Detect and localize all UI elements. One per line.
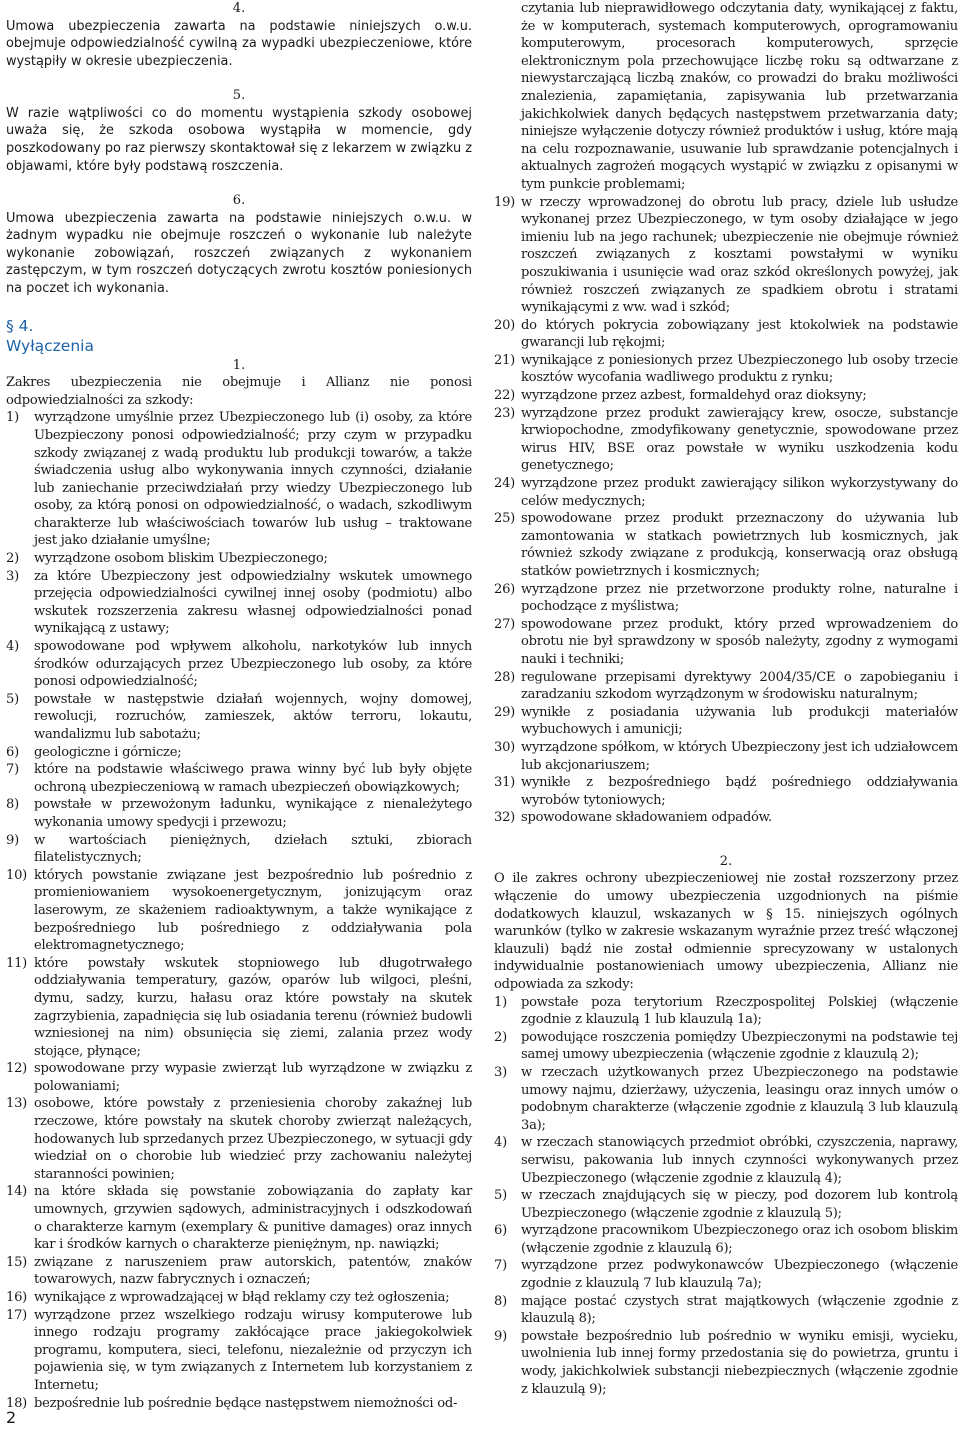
section-title: Wyłączenia [6, 336, 94, 355]
list-item-label: 5) [6, 691, 19, 707]
list-item [494, 405, 958, 475]
list-item-text: za które Ubezpieczony jest odpowiedzialny wskutek umownego przejęcia odpowiedzialności cywilnej innej osoby (podmiotu) albo wskutek rozszerzenia zakresu własnej odpowiedzialności ponad wynikającą z ustawy; [34, 568, 472, 637]
list-item-text: regulowane przepisami dyrektywy 2004/35/CE o zapobieganiu i zaradzaniu szkodom wyrządzonym w środowisku naturalnym; [521, 669, 958, 703]
list-item-label: 6) [6, 744, 19, 760]
list-item-text: na które składa się powstanie zobowiązania do zapłaty kar umownych, grzywien sądowych, administracyjnych i odszkodowań o charakterze karnym (exemplary & punitive damages) oraz innych kar i środków karnych o charakterze pieniężnym, np. nawiązki; [34, 1184, 472, 1253]
list-item-label: 28) [494, 669, 516, 685]
list-item-text: wyrządzone przez azbest, formaldehyd oraz dioksyny; [521, 388, 867, 404]
list-item [6, 691, 472, 744]
right-column [494, 0, 958, 1398]
list-item-text: których powstanie związane jest bezpośrednio lub pośrednio z promieniowaniem wysokoenergetycznym, jonizującym oraz laserowym, ze skażeniem radioaktywnym, a także wynikające z bezpośredniego lub pośredniego z oddziaływania pola elektromagnetycznego; [34, 867, 472, 954]
list-item-label: 9) [6, 832, 19, 848]
list-item-text: spowodowane składowaniem odpadów. [521, 810, 772, 826]
continued-item [494, 0, 958, 194]
list-item-label: 9) [494, 1328, 507, 1344]
list-item [6, 761, 472, 796]
list-item [6, 638, 472, 691]
list-item-text: bezpośrednie lub pośrednie będące następstwem niemożności od- [34, 1395, 458, 1411]
paragraph-1-intro: Zakres ubezpieczenia nie obejmuje i Allianz nie ponosi odpowiedzialności za szkody: [6, 375, 472, 408]
list-item-label: 29) [494, 704, 516, 720]
list-item [494, 317, 958, 352]
list-item-text: wynikłe z posiadania używania lub produkcji materiałów wybuchowych i amunicji; [521, 704, 958, 738]
list-item-text: w wartościach pieniężnych, dziełach sztuki, zbiorach filatelistycznych; [34, 832, 472, 866]
list-item-label: 31) [494, 775, 516, 791]
list-item [494, 581, 958, 616]
paragraph-2-intro: O ile zakres ochrony ubezpieczeniowej nie został rozszerzony przez włączenie do umowy ubezpieczenia uzgodnionych na piśmie dodatkowych klauzul, wskazanych w § 15. niniejszych ogólnych warunków (tylko w zakresie wskazanym wyraźnie przez treść włączonej klauzuli) bądź nie został odmiennie sprecyzowany w ustalonych indywidualnie postanowieniach umowy ubezpieczenia, Allianz nie odpowiada za szkody: [494, 871, 958, 992]
list-item [6, 550, 472, 568]
list-item-text: geologiczne i górnicze; [34, 744, 182, 760]
exclusions-list-continued [494, 194, 958, 827]
list-item-label: 4) [6, 639, 19, 655]
list-item-label: 20) [494, 317, 516, 333]
list-item [494, 1134, 958, 1187]
paragraph-6-text: Umowa ubezpieczenia zawarta na podstawie niniejszych o.w.u. w żadnym wypadku nie obejmuje roszczeń o wykonanie lub należyte wykonanie zobowiązań, roszczeń związanych z wykonaniem zastępczym, w tym roszczeń dotyczących zwrotu kosztów poniesionych na poczet ich wykonania. [6, 210, 472, 297]
list-item-label: 2) [6, 551, 19, 567]
page-number: 2 [6, 1408, 17, 1427]
list-item [6, 796, 472, 831]
list-item [494, 1293, 958, 1328]
paragraph-number-6: 6. [232, 193, 246, 209]
list-item-text: w rzeczach użytkowanych przez Ubezpieczonego na podstawie umowy najmu, dzierżawy, użyczenia, leasingu oraz innych umów o podobnym charakterze (włączenie zgodnie z klauzulą 3 lub klauzulą 3a); [521, 1064, 958, 1133]
list-item-text: które powstały wskutek stopniowego lub długotrwałego oddziaływania temperatury, gazów, oparów lub wilgoci, pleśni, dymu, sadzy, kurzu, hałasu oraz które powstały na skutek zagrzybienia, zapadnięcia się lub osiadania terenu (również budowli wzniesionej na nim) obsunięcia się ziemi, zalania przez wody stojące, płynące; [34, 955, 472, 1059]
list-item-label: 19) [494, 194, 516, 210]
list-item [494, 616, 958, 669]
list-item-text: wynikające z wprowadzającej w błąd reklamy czy też ogłoszenia; [34, 1290, 450, 1305]
list-item-label: 1) [6, 410, 19, 426]
list-item [494, 1029, 958, 1064]
list-item [494, 1257, 958, 1292]
list-item-label: 18) [6, 1395, 28, 1411]
list-item-text: wyrządzone spółkom, w których Ubezpieczony jest ich udziałowcem lub akcjonariuszem; [521, 739, 958, 773]
paragraph-number-4: 4. [232, 1, 246, 16]
list-item-text: wyrządzone przez wszelkiego rodzaju wirusy komputerowe lub innego rodzaju programy zakłócające prace jakiegokolwiek programu, komputera, sieci, telefonu, niezależnie od przyczyn ich pojawienia się, w tym związanych z Internetem lub korzystaniem z Internetu; [34, 1307, 472, 1393]
section-number: § 4. [6, 316, 34, 335]
paragraph-number-5: 5. [232, 88, 246, 104]
list-item [494, 704, 958, 739]
list-item [494, 0, 958, 194]
list-item-text: wyrządzone osobom bliskim Ubezpieczonego; [34, 551, 328, 567]
left-column [6, 0, 472, 1412]
list-item-text: wyrządzone przez nie przetworzone produkty rolne, naturalne i pochodzące z myślistwa; [521, 581, 958, 615]
list-item [6, 1060, 472, 1095]
list-item-text: wyrządzone umyślnie przez Ubezpieczonego lub (i) osoby, za które Ubezpieczony ponosi odpowiedzialność; przy czym w przypadku szkody związanej z wadą produktu lub produkcji towarów, a także świadczenia usług albo wykonywania innych czynności, działanie lub zaniechanie przeciwdziałań przy wiedzy Ubezpieczonego lub osoby, za którą ponosi on odpowiedzialność, o wadach, szkodliwym charakterze lub właściwościach towarów lub usług – traktowane jest jako działanie umyślne; [34, 410, 472, 549]
list-item-label: 21) [494, 352, 516, 368]
list-item-label: 11) [6, 955, 28, 971]
list-item-label: 14) [6, 1184, 28, 1200]
list-item-label: 23) [494, 405, 516, 421]
list-item [494, 774, 958, 809]
list-item-text: związane z naruszeniem praw autorskich, patentów, znaków towarowych, nazw fabrycznych i oznaczeń; [34, 1254, 472, 1288]
list-item [6, 1095, 472, 1183]
list-item-text: osobowe, które powstały z przeniesienia choroby zakaźnej lub rzeczowe, które powstały na skutek choroby zwierząt należących, hodowanych lub sprzedanych przez Ubezpieczonego, w sytuacji gdy wiedział on o chorobie lub wiedzieć przy zachowaniu należytej staranności powinien; [34, 1096, 472, 1182]
list-item [494, 1064, 958, 1134]
list-item-label: 4) [494, 1135, 507, 1151]
list-item-text: wyrządzone pracownikom Ubezpieczonego oraz ich osobom bliskim (włączenie zgodnie z klauzulą 6); [521, 1223, 958, 1256]
list-item-text: wyrządzone przez produkt zawierający silikon wykorzystywany do celów medycznych; [521, 476, 958, 509]
list-item [494, 1187, 958, 1222]
list-item-label: 2) [494, 1029, 507, 1045]
list-item-text: wyrządzone przez produkt zawierający krew, osocze, substancje krwiopochodne, zmodyfikowany genetycznie, spowodowane przez wirus HIV, BSE oraz powstałe w wyniku uszkodzenia kodu genetycznego; [521, 405, 958, 474]
list-item-label: 32) [494, 810, 516, 826]
list-item-label: 7) [6, 762, 19, 778]
list-item-text: wynikłe z bezpośredniego bądź pośredniego oddziaływania wyrobów tytoniowych; [521, 775, 958, 808]
list-item-text: które na podstawie właściwego prawa winny być lub były objęte ochroną ubezpieczeniową w ramach ubezpieczeń obowiązkowych; [34, 762, 472, 795]
list-item [6, 867, 472, 955]
list-item-text: do których pokrycia zobowiązany jest ktokolwiek na podstawie gwarancji lub rękojmi; [521, 317, 958, 351]
list-item-text: wynikające z poniesionych przez Ubezpieczonego lub osoby trzecie kosztów wycofania wadliwego produktu z rynku; [521, 352, 958, 386]
list-item-label: 7) [494, 1258, 507, 1274]
paragraph-4-text: Umowa ubezpieczenia zawarta na podstawie niniejszych o.w.u. obejmuje odpowiedzialność cywilną za wypadki ubezpieczeniowe, które wystąpiły w okresie ubezpieczenia. [6, 18, 472, 69]
list-item-label: 3) [494, 1064, 507, 1080]
list-item-text: czytania lub nieprawidłowego odczytania daty, wynikającej z faktu, że w komputerach, systemach komputerowych, oprogramowaniu komputerowym, procesorach komputerowych, sprzęcie elektronicznym pola przechowujące liczbę roku są odtwarzane z niewystarczającą liczbą znaków, co prowadzi do braku możliwości znalezienia, zapamiętania, zapisywania lub przetwarzania jakichkolwiek danych będących następstwem przetwarzania daty; niniejsze wyłączenie dotyczy również produktów i usług, które mają na celu rozpoznawanie, usuwanie lub sprawdzanie potencjalnych i aktualnych zagrożeń mogących wystąpić w związku z opisanymi w tym punkcie problemami; [521, 1, 958, 192]
list-item-text: spowodowane pod wpływem alkoholu, narkotyków lub innych środków odurzających przez Ubezpieczonego lub osoby, za które ponosi odpowiedzialność; [34, 639, 472, 690]
list-item-text: wyrządzone przez podwykonawców Ubezpieczonego (włączenie zgodnie z klauzulą 7 lub klauzulą 7a); [521, 1258, 958, 1292]
list-item-label: 13) [6, 1096, 28, 1112]
list-item [494, 1328, 958, 1398]
list-item-label: 22) [494, 388, 516, 404]
list-item [6, 832, 472, 867]
list-item-label: 24) [494, 476, 516, 492]
list-item-label: 10) [6, 867, 28, 883]
list-item-label: 26) [494, 581, 516, 597]
list-item [494, 352, 958, 387]
list-item [6, 409, 472, 550]
list-item [6, 1183, 472, 1253]
list-item-text: spowodowane przy wypasie zwierząt lub wyrządzone w związku z polowaniami; [34, 1061, 472, 1094]
list-item-label: 8) [494, 1293, 507, 1309]
list-item [6, 744, 472, 762]
list-item-label: 3) [6, 568, 19, 584]
list-item-label: 8) [6, 797, 19, 813]
list-item-label: 1) [494, 994, 507, 1010]
list-item-label: 16) [6, 1290, 28, 1305]
list-item-text: w rzeczach znajdujących się w pieczy, pod dozorem lub kontrolą Ubezpieczonego (włączenie zgodnie z klauzulą 5); [521, 1188, 958, 1221]
list-item [6, 568, 472, 638]
list-item [494, 994, 958, 1029]
list-item [494, 475, 958, 510]
list-item-label: 25) [494, 511, 516, 527]
list-item [494, 669, 958, 704]
list-item-label: 5) [494, 1188, 507, 1204]
list-item-label: 30) [494, 739, 516, 755]
paragraph-number-2: 2. [719, 853, 733, 869]
list-item-label: 17) [6, 1307, 28, 1323]
list-item-text: spowodowane przez produkt, który przed wprowadzeniem do obrotu nie był sprawdzony w sposób należyty, zgodny z wymogami nauki i techniki; [521, 616, 958, 667]
list-item [6, 955, 472, 1061]
list-item-text: w rzeczach stanowiących przedmiot obróbki, czyszczenia, naprawy, serwisu, pakowania lub innych czynności wykonywanych przez Ubezpieczonego (włączenie zgodnie z klauzulą 4); [521, 1135, 958, 1186]
exclusions-list [6, 409, 472, 1412]
list-item-text: powstałe w przewożonym ładunku, wynikające z nienależytego wykonania umowy spedycji i przewozu; [34, 797, 472, 830]
clause-exclusions-list [494, 994, 958, 1399]
paragraph-number-1: 1. [232, 357, 246, 373]
list-item [6, 1289, 472, 1307]
list-item [6, 1254, 472, 1289]
list-item-text: w rzeczy wprowadzonej do obrotu lub pracy, dziele lub usłudze wykonanej przez Ubezpieczonego, w tym osoby działające w jego imieniu lub na jego rachunek; ubezpieczenie nie obejmuje również roszczeń związanych z kosztami powstałymi w wyniku poszukiwania i usunięcie wad oraz szkód określonych powyżej, jak również roszczeń związanych ze spadkiem obrotu i stratami wynikającymi z ww. wad i szkód; [521, 194, 958, 316]
list-item [6, 1307, 472, 1395]
list-item-text: mające postać czystych strat majątkowych (włączenie zgodnie z klauzulą 8); [521, 1293, 958, 1327]
list-item-label: 6) [494, 1223, 507, 1239]
list-item-label: 12) [6, 1061, 28, 1077]
list-item-text: powstałe w następstwie działań wojennych, wojny domowej, rewolucji, rozruchów, zamieszek, aktów terroru, lokautu, wandalizmu lub sabotażu; [34, 691, 472, 742]
list-item [494, 194, 958, 317]
list-item [494, 739, 958, 774]
list-item [494, 1222, 958, 1257]
list-item [494, 387, 958, 405]
list-item-text: powstałe poza terytorium Rzeczpospolitej Polskiej (włączenie zgodnie z klauzulą 1 lub klauzulą 1a); [521, 994, 958, 1028]
list-item-text: powodujące roszczenia pomiędzy Ubezpieczonymi na podstawie tej samej umowy ubezpieczenia (włączenie zgodnie z klauzulą 2); [521, 1029, 958, 1063]
list-item-label: 15) [6, 1254, 28, 1270]
list-item-text: spowodowane przez produkt przeznaczony do używania lub zamontowania w statkach powietrznych lub kosmicznych, jak również szkody związane z produkcją, konserwacją oraz obsługą statków powietrznych i kosmicznych; [521, 511, 958, 579]
paragraph-5-text: W razie wątpliwości co do momentu wystąpienia szkody osobowej uważa się, że szkoda osobowa wystąpiła w momencie, gdy poszkodowany po raz pierwszy skontaktował się z lekarzem w związku z objawami, które były podstawą roszczenia. [6, 105, 472, 174]
list-item [6, 1395, 472, 1413]
list-item [494, 809, 958, 827]
list-item-text: powstałe bezpośrednio lub pośrednio w wyniku emisji, wycieku, uwolnienia lub innej formy przedostania się do powietrza, gruntu i wody, jakichkolwiek substancji niebezpiecznych (włączenie zgodnie z klauzulą 9); [521, 1328, 958, 1397]
list-item-label: 27) [494, 616, 516, 632]
list-item [494, 510, 958, 580]
